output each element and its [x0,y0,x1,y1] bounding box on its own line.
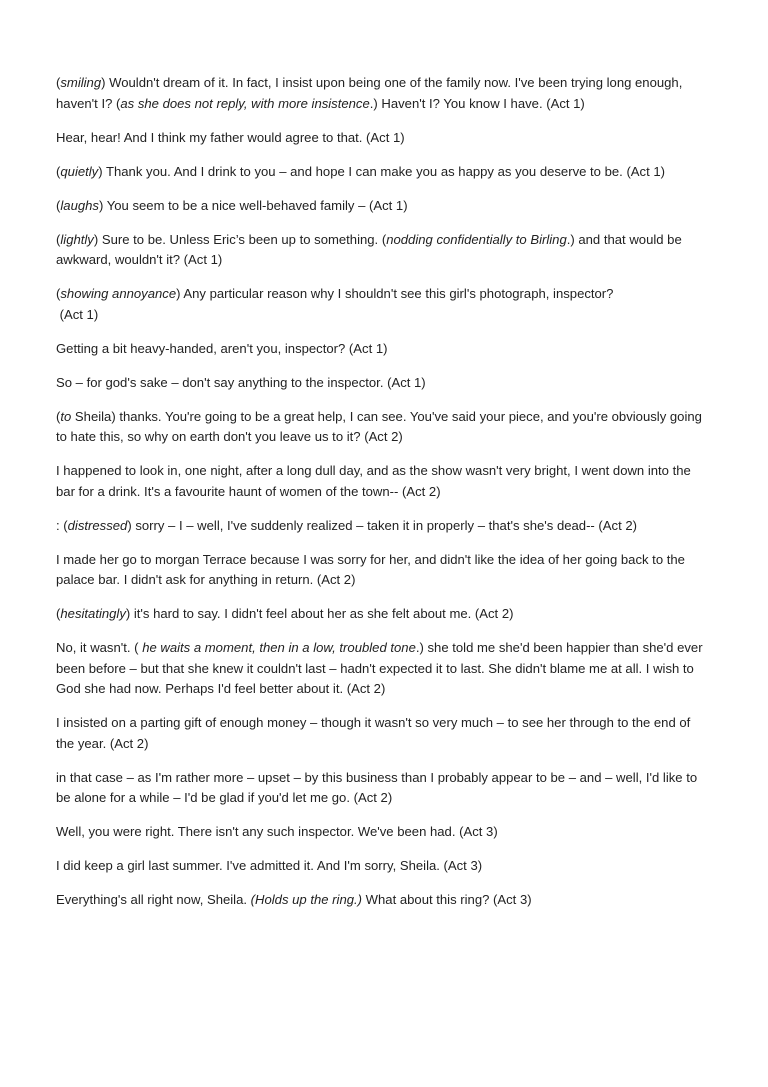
quote-text: Sheila) thanks. You're going to be a great help, I can see. You've said your piece, and you're obviously going to hate this, so why on earth don't you leave us to it? (Act 2) [56,408,706,444]
stage-direction: lightly [60,231,94,247]
quote-paragraph [56,284,706,325]
stage-direction: to [60,408,72,424]
stage-direction: (Holds up the ring.) [250,892,363,907]
quote-paragraph [56,230,706,271]
stage-direction: nodding confidentially to Birling [386,231,567,247]
quote-paragraph [56,162,706,183]
quote-paragraph [56,73,706,114]
quote-text: I insisted on a parting gift of enough money – though it wasn't so very much – to see her through to the end of the year. (Act 2) [56,715,694,751]
quote-paragraph [56,638,706,700]
quote-text: No, it wasn't. ( [56,640,143,655]
quote-text: ) Wouldn't dream of it. In fact, I insist upon being one of the family now. I've been trying long enough, haven't I? ( [56,75,686,111]
quote-paragraph [56,339,706,360]
quote-text: ( [56,75,61,90]
quote-text: Well, you were right. There isn't any such inspector. We've been had. (Act 3) [56,824,498,839]
quote-paragraph [56,516,706,537]
quote-text: ) Sure to be. Unless Eric’s been up to something. ( [93,231,387,247]
quote-paragraph [56,890,706,911]
quote-paragraph [56,604,706,625]
quote-text: So – for god's sake – don't say anything to the inspector. (Act 1) [56,374,426,390]
quote-text: ) Thank you. And I drink to you – and hope I can make you as happy as you deserve to be. (Act 1) [98,163,665,179]
quote-paragraph [56,128,706,149]
quote-text: ( [56,286,61,301]
quote-text: ) it's hard to say. I didn't feel about her as she felt about me. (Act 2) [125,606,514,621]
stage-direction: quietly [60,163,99,179]
quote-text: ) You seem to be a nice well-behaved family – (Act 1) [98,197,408,213]
quote-paragraph [56,461,706,502]
quote-list [56,73,706,924]
quote-text: I made her go to morgan Terrace because I was sorry for her, and didn't like the idea of her going back to the palace bar. I didn't ask for anything in return. (Act 2) [56,551,689,587]
stage-direction: distressed [67,517,128,533]
quote-text: in that case – as I'm rather more – upset – by this business than I probably appear to be – and – well, I'd like to be alone for a while – I'd be glad if you'd let me go. (Act 2) [56,769,701,805]
stage-direction: laughs [60,197,99,213]
stage-direction: showing annoyance [60,286,177,301]
stage-direction: he waits a moment, then in a low, troubled tone [142,640,416,655]
quote-text: ( [56,163,61,179]
quote-paragraph [56,550,706,591]
quote-text: Everything's all right now, Sheila. [56,892,251,907]
stage-direction: as she does not reply, with more insistence [120,95,370,111]
quote-text: .) she told me she'd been happier than she'd ever been before – but that she knew it couldn't last – hadn't expected it to last. She didn't blame me at all. I wish to God she had now. Perhaps I'd feel better about it. (Act 2) [56,640,707,696]
quote-text: I did keep a girl last summer. I've admitted it. And I'm sorry, Sheila. (Act 3) [56,858,483,873]
quote-paragraph [56,407,706,448]
quote-paragraph [56,768,706,809]
quote-text: Hear, hear! And I think my father would agree to that. (Act 1) [56,129,405,145]
quote-paragraph [56,822,706,843]
quote-paragraph [56,373,706,394]
quote-text: ( [56,606,61,621]
quote-text: ) Any particular reason why I shouldn't see this girl's photograph, inspector? (Act 1) [59,286,614,322]
quote-text: .) Haven't I? You know I have. (Act 1) [369,95,585,111]
quote-text: .) and that would be awkward, wouldn't it? (Act 1) [56,231,686,267]
stage-direction: smiling [60,75,102,90]
quote-text: ( [56,231,61,247]
quote-text: What about this ring? (Act 3) [362,892,532,907]
stage-direction: hesitatingly [60,606,126,621]
quote-text: : ( [56,517,68,533]
quote-text: ) sorry – I – well, I've suddenly realized – taken it in properly – that's she's dead-- (Act 2) [127,517,637,533]
quote-text: I happened to look in, one night, after a long dull day, and as the show wasn't very bright, I went down into the bar for a drink. It's a favourite haunt of women of the town-- (Act 2) [56,463,695,499]
quote-paragraph [56,713,706,754]
quote-paragraph [56,856,706,877]
quote-text: Getting a bit heavy-handed, aren't you, inspector? (Act 1) [56,340,388,356]
quote-text: ( [56,408,61,424]
quote-text: ( [56,197,61,213]
quote-paragraph [56,196,706,217]
